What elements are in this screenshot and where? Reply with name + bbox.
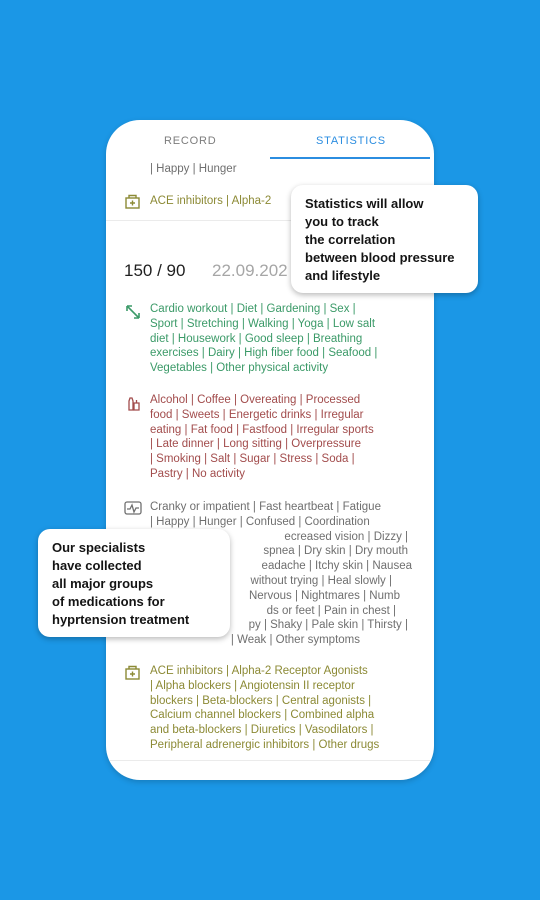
tab-statistics[interactable]: STATISTICS [316, 135, 386, 147]
list-item: Calcium channel blockers | Combined alpha [150, 709, 375, 722]
list-item: | Weak | Other symptoms [230, 634, 360, 647]
list-item: eating | Fat food | Fastfood | Irregular sports [150, 423, 374, 436]
arrows-diagonal-icon [124, 303, 142, 326]
list-item: Peripheral adrenergic inhibitors | Other drugs [150, 738, 380, 751]
specialists-callout: Our specialists have collected all major groups of medications for hyprtension treatment [38, 529, 230, 637]
pill-box-icon [124, 194, 142, 215]
previous-symptoms-tail: | Happy | Hunger [150, 163, 237, 175]
list-item: eadache | Itchy skin | Nausea [261, 560, 412, 573]
risk-factor-list [150, 393, 374, 482]
list-item: ACE inhibitors | Alpha-2 Receptor Agonists [150, 665, 368, 677]
list-item: | Smoking | Salt | Sugar | Stress | Soda | [150, 453, 355, 466]
list-item: Sport | Stretching | Walking | Yoga | Low salt [150, 317, 376, 330]
tab-active-indicator [270, 157, 430, 159]
statistics-callout: Statistics will allow you to track the correlation between blood pressure and lifestyle [291, 185, 478, 293]
previous-medications: ACE inhibitors | Alpha-2 [150, 195, 272, 207]
list-item: Alcohol | Coffee | Overeating | Processed [150, 394, 361, 406]
list-item: food | Sweets | Energetic drinks | Irregular [150, 408, 364, 421]
list-item: blockers | Beta-blockers | Central agonists | [150, 694, 372, 707]
list-item: without trying | Heal slowly | [250, 574, 392, 587]
tab-bar [106, 120, 434, 160]
bottle-icon [124, 394, 142, 417]
card-divider [106, 760, 434, 761]
list-item: ecreased vision | Dizzy | [284, 530, 408, 543]
list-item: Pastry | No activity [150, 467, 246, 480]
heartbeat-monitor-icon [124, 500, 142, 521]
list-item: Nervous | Nightmares | Numb [248, 589, 400, 602]
activity-list [150, 302, 377, 376]
list-item: exercises | Dairy | High fiber food | Seafood | [150, 347, 378, 360]
list-item: diet | Housework | Good sleep | Breathing [150, 332, 363, 345]
blood-pressure-value: 150 / 90 [124, 261, 186, 280]
list-item: and beta-blockers | Diuretics | Vasodilators | [150, 724, 374, 737]
list-item: py | Shaky | Pale skin | Thirsty | [248, 619, 408, 632]
pill-box-icon [124, 665, 142, 686]
list-item: | Alpha blockers | Angiotensin II receptor [150, 679, 355, 692]
list-item: spnea | Dry skin | Dry mouth [263, 545, 408, 558]
list-item: | Late dinner | Long sitting | Overpressure [150, 438, 361, 451]
list-item: Cardio workout | Diet | Gardening | Sex | [150, 303, 356, 315]
medication-list [150, 664, 379, 753]
list-item: Cranky or impatient | Fast heartbeat | Fatigue [150, 501, 381, 513]
list-item: | Happy | Hunger | Confused | Coordination [150, 515, 370, 528]
list-item: ds or feet | Pain in chest | [266, 604, 396, 617]
entry-date: 22.09.202 [212, 261, 288, 280]
list-item: Vegetables | Other physical activity [150, 362, 329, 375]
tab-record[interactable]: RECORD [164, 135, 217, 147]
